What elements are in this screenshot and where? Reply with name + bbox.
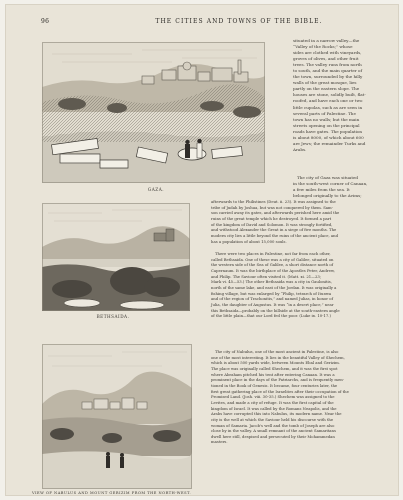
- line: masters.: [211, 439, 228, 445]
- line: The city of Gaza was situated: [297, 175, 359, 180]
- gaza-caption: GAZA.: [147, 187, 165, 192]
- line: woman of Samaria. Jacob's well and the tomb of Joseph are also: [211, 422, 335, 428]
- line: Levites, and made a city of refuge. It was the first capital of the: [211, 399, 334, 405]
- line: Julia, the daughter of Augustus. It was “in a desert place,” near: [211, 301, 334, 307]
- line: Arabs.: [293, 146, 307, 152]
- line: situated in a narrow valley—the: [293, 38, 360, 43]
- line: fishing village, but was enlarged by “Philip, tetrarch of Ituræa: [211, 290, 332, 296]
- line: the western side of the Sea of Galilee, a short distance north of: [211, 262, 334, 268]
- nabulus-engraving: [42, 344, 192, 489]
- line: of the kingdom of David and Solomon. It was strongly fortified,: [211, 221, 333, 227]
- gaza-description-column: [293, 38, 377, 153]
- running-title: THE CITIES AND TOWNS OF THE BIBLE.: [155, 18, 323, 25]
- gaza-history-continued: [211, 199, 377, 244]
- line: ruins of the great temple which he destroyed. It formed a part: [211, 215, 332, 221]
- page-number: 96: [41, 18, 50, 25]
- gaza-history-column: [293, 175, 377, 199]
- line: trees. The valley runs from north: [293, 62, 362, 68]
- line: roads have gates. The population: [293, 128, 363, 134]
- line: first great gathering place of the Israelites after their occupation of the: [211, 388, 349, 394]
- line: several parts of Palestine. The: [293, 110, 356, 116]
- line: There were two places in Palestine, not far from each other,: [215, 251, 331, 256]
- line: sides are clothed with vineyards,: [293, 50, 362, 56]
- line: which is about 500 yards wide, between Mounts Ebal and Gerizim.: [211, 360, 340, 366]
- line: houses are stone, solidly built, flat-: [293, 92, 366, 98]
- line: and Philip. The Saviour often visited it. (Matt. xi. 21—23;: [211, 273, 322, 279]
- line: Promised Land. (Josh. viii. 30-35.) Shechem was assigned to the: [211, 394, 335, 400]
- line: roofed, and have each one or two: [293, 98, 363, 104]
- line: where Abraham pitched his tent after entering Canaan. It was a: [211, 371, 335, 377]
- line: “Valley of the Rocks;” whose: [293, 44, 353, 50]
- line: dwell here still, despised and persecuted by their Mohammedan: [211, 433, 335, 439]
- line: prominent place in the days of the Patriarchs, and is frequently men-: [211, 377, 344, 383]
- line: belonged originally to the Avims;: [293, 193, 362, 199]
- line: walls of the great mosque, lies: [293, 80, 357, 86]
- line: a few miles from the sea. It: [293, 187, 350, 193]
- line: one of the most interesting. It lies in the beautiful Valley of Shechem,: [211, 354, 345, 360]
- line: and withstood Alexander the Great in a siege of five months. The: [211, 227, 337, 233]
- line: close by in the valley. A small remnant of the ancient Samaritans: [211, 428, 336, 434]
- line: tribe of Judah by Joshua, but was not conquered by them. Sam-: [211, 204, 333, 210]
- line: called Bethsaida. One of these was a city of Galilee, situated on: [211, 256, 334, 262]
- book-page: [6, 5, 398, 495]
- line: streets opening on the principal: [293, 122, 360, 128]
- line: The city of Nabulus, one of the most ancient in Palestine, is also: [215, 349, 339, 354]
- line: afterwards to the Philistines (Deut. ii. 23). It was assigned to the: [211, 199, 336, 204]
- bethsaida-engraving: [42, 203, 190, 311]
- gaza-engraving: [42, 42, 265, 183]
- line: is about 8000, of which about 600: [293, 134, 364, 140]
- line: of the little plain—that our Lord fed the poor. (Luke ix. 10-17.): [211, 313, 331, 319]
- line: groves of olives, and other fruit: [293, 56, 359, 62]
- nabulus-intro: [211, 349, 377, 360]
- line: town has no walls; but the main: [293, 116, 360, 122]
- line: in the south-west corner of Canaan,: [293, 181, 368, 187]
- line: north of the same lake, and east of the Jordan. It was originally a: [211, 284, 337, 290]
- line: Arabs have corrupted this into Nabulus, its modern name. Near the: [211, 411, 342, 417]
- line: partly on the eastern slope. The: [293, 86, 360, 92]
- line: modern city lies a little beyond the ruins of the ancient place, and: [211, 232, 339, 238]
- line: kingdom of Israel. It was called by the Romans Neapolis, and the: [211, 405, 337, 411]
- bethsaida-caption: BETHSAIDA.: [96, 314, 130, 319]
- line: to south, and the main quarter of: [293, 68, 363, 74]
- line: are Jews; the remainder Turks and: [293, 140, 366, 146]
- nabulus-description: [211, 360, 377, 445]
- line: this Bethsaida—probably on the hillside at the south-eastern angle: [211, 307, 340, 313]
- line: son carried away its gates, and afterwards perished here amid the: [211, 210, 340, 216]
- bethsaida-description: [211, 251, 377, 319]
- line: tioned in the Book of Genesis. It became, four centuries later, the: [211, 382, 338, 388]
- line: The place was originally called Shechem, and it was the first spot: [211, 365, 338, 371]
- line: Capernaum. It was the birthplace of the Apostles Peter, Andrew,: [211, 267, 335, 273]
- line: little cupolas, such as are seen in: [293, 104, 363, 110]
- line: Mark vi. 45—53.) The other Bethsaida was a city in Gaulonitis,: [211, 279, 332, 285]
- nabulus-caption: VIEW OF NABULUS AND MOUNT GERIZIM FROM THE NORTH-WEST.: [32, 491, 192, 495]
- line: and of the region of Trachonitis,” and named Julias, in honor of: [211, 296, 333, 302]
- line: has a population of about 15,000 souls.: [211, 238, 287, 244]
- line: the town, surrounded by the hilly: [293, 74, 363, 80]
- line: city is the well at which the Saviour held his discourse with the: [211, 416, 334, 422]
